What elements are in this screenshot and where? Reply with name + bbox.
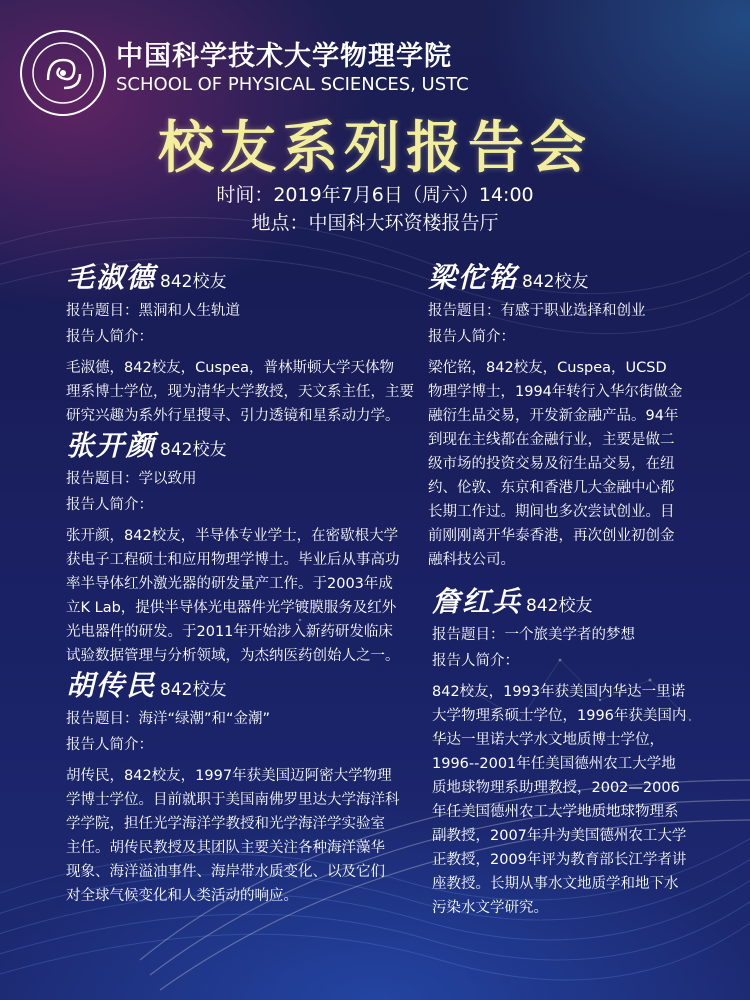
report-topic: 报告题目：一个旅美学者的梦想	[432, 627, 635, 643]
bio-line: 率半导体红外激光器的研发量产工作。于2003年成	[66, 576, 393, 592]
speaker-card	[66, 664, 400, 908]
speaker-bio	[66, 524, 400, 668]
bio-line: 获电子工程硕士和应用物理学博士。毕业后从事高功	[66, 552, 400, 568]
bio-line: 副教授，2007年升为美国德州农工大学	[432, 828, 687, 844]
speaker-class: 842校友	[160, 440, 227, 460]
bio-line: 对全球气候变化和人类活动的响应。	[66, 888, 298, 904]
intro-label: 报告人简介：	[428, 329, 515, 345]
bio-line: 到现在主线都在金融行业，主要是做二	[428, 432, 675, 448]
speaker-bio	[66, 356, 414, 428]
report-topic: 报告题目：海洋“绿潮”和“金潮”	[66, 711, 271, 727]
speaker-heading	[66, 664, 400, 704]
report-topic: 报告题目：黑洞和人生轨道	[66, 303, 240, 319]
school-name-cn: 中国科学技术大学物理学院	[116, 41, 452, 72]
intro-label: 报告人简介：	[66, 329, 153, 345]
school-name-en: SCHOOL OF PHYSICAL SCIENCES, USTC	[116, 74, 469, 95]
intro-label: 报告人简介：	[432, 653, 519, 669]
speaker-heading	[66, 256, 414, 296]
bio-line: 学博士学位。目前就职于美国南佛罗里达大学海洋科	[66, 792, 400, 808]
report-topic: 报告题目：有感于职业选择和创业	[428, 303, 646, 319]
bio-line: 1996--2001年任美国德州农工大学地	[432, 756, 676, 772]
bio-line: 年任美国德州农工大学地质地球物理系	[432, 804, 679, 820]
bio-line: 光电器件的研发。于2011年开始涉入新药研发临床	[66, 624, 393, 640]
speaker-card	[432, 580, 686, 920]
bio-line: 正教授，2009年评为教育部长江学者讲	[432, 852, 687, 868]
bio-line: 现象、海洋溢油事件、海岸带水质变化、以及它们	[66, 864, 385, 880]
speaker-card	[66, 424, 400, 668]
report-topic: 报告题目：学以致用	[66, 471, 197, 487]
intro-label: 报告人简介：	[66, 497, 153, 513]
bio-line: 梁佗铭，842校友，Cuspea，UCSD	[428, 360, 667, 376]
speaker-heading	[428, 256, 682, 296]
speaker-name: 毛淑德	[66, 261, 157, 294]
bio-line: 张开颜，842校友，半导体专业学士，在密歇根大学	[66, 528, 399, 544]
bio-line: 学学院，担任光学海洋学教授和光学海洋学实验室	[66, 816, 385, 832]
bio-line: 级市场的投资交易及衍生品交易，在纽	[428, 456, 675, 472]
bio-line: 华达一里诺大学水文地质博士学位，	[432, 732, 664, 748]
bio-line: 胡传民，842校友，1997年获美国迈阿密大学物理	[66, 768, 392, 784]
speaker-heading	[432, 580, 686, 620]
speaker-heading	[66, 424, 400, 464]
speaker-bio	[428, 356, 682, 572]
speaker-bio	[432, 680, 686, 920]
speaker-name: 梁佗铭	[428, 261, 519, 294]
event-time: 时间：2019年7月6日（周六）14:00	[216, 184, 534, 206]
bio-line: 大学物理系硕士学位，1996年获美国内	[432, 708, 687, 724]
bio-line: 毛淑德，842校友，Cuspea，普林斯顿大学天体物	[66, 360, 395, 376]
bio-line: 物理学博士，1994年转行入华尔街做金	[428, 384, 683, 400]
bio-line: 研究兴趣为系外行星搜寻、引力透镜和星系动力学。	[66, 408, 400, 424]
event-location: 地点：中国科大环资楼报告厅	[251, 212, 499, 234]
bio-line: 主任。胡传民教授及其团队主要关注各种海洋藻华	[66, 840, 385, 856]
bio-line: 试验数据管理与分析领域，为杰纳医药创始人之一。	[66, 648, 400, 664]
bio-line: 前刚刚离开华泰香港，再次创业初创金	[428, 528, 675, 544]
speaker-name: 詹红兵	[432, 585, 523, 618]
speaker-class: 842校友	[160, 680, 227, 700]
bio-line: 理系博士学位，现为清华大学教授，天文系主任，主要	[66, 384, 414, 400]
speaker-card	[428, 256, 682, 572]
bio-line: 长期工作过。期间也多次尝试创业。目	[428, 504, 675, 520]
intro-label: 报告人简介：	[66, 737, 153, 753]
bio-line: 842校友，1993年获美国内华达一里诺	[432, 684, 686, 700]
bio-line: 座教授。长期从事水文地质学和地下水	[432, 876, 679, 892]
bio-line: 约、伦敦、东京和香港几大金融中心都	[428, 480, 675, 496]
speaker-name: 胡传民	[66, 669, 157, 702]
speaker-class: 842校友	[160, 272, 227, 292]
bio-line: 立K Lab，提供半导体光电器件光学镀膜服务及红外	[66, 600, 397, 616]
bio-line: 融科技公司。	[428, 552, 515, 568]
speaker-bio	[66, 764, 400, 908]
bio-line: 融衍生品交易，开发新金融产品。94年	[428, 408, 679, 424]
bio-line: 质地球物理系助理教授，2002—2006	[432, 780, 680, 796]
speaker-class: 842校友	[526, 596, 593, 616]
speaker-class: 842校友	[522, 272, 589, 292]
speaker-card	[66, 256, 414, 428]
bio-line: 污染水文学研究。	[432, 900, 548, 916]
event-title: 校友系列报告会	[158, 115, 592, 181]
speaker-name: 张开颜	[66, 429, 157, 462]
